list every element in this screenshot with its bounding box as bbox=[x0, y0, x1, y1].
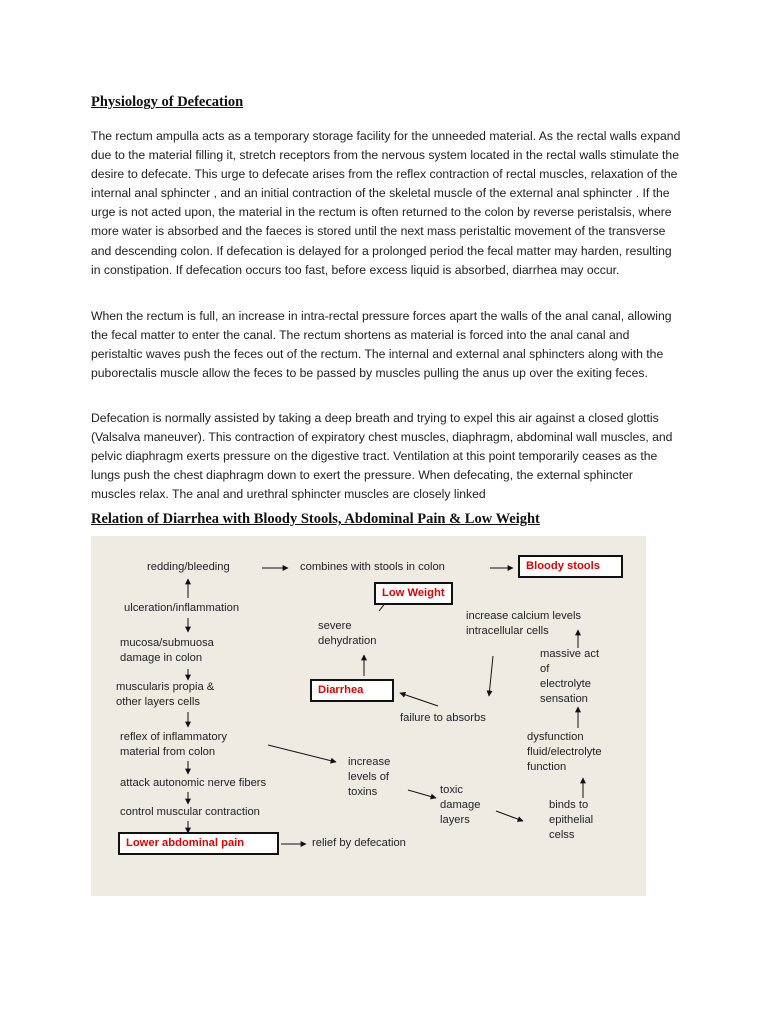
node-binds-epithelial-text: binds to epithelial celss bbox=[549, 799, 594, 841]
node-massive-act bbox=[540, 647, 599, 707]
node-increase-levels-toxins bbox=[348, 755, 390, 800]
node-reflex-inflammatory-text: reflex of inflammatory material from colon bbox=[120, 731, 227, 758]
node-massive-act-text: massive act of electrolyte sensation bbox=[540, 648, 600, 705]
node-toxic-damage bbox=[440, 783, 480, 828]
node-severe-dehydration-text: severe dehydration bbox=[318, 620, 377, 647]
node-mucosa-damage bbox=[120, 636, 214, 666]
node-severe-dehydration bbox=[318, 619, 376, 649]
node-binds-epithelial bbox=[549, 798, 593, 843]
node-muscularis-propia-text: muscularis propia & other layers cells bbox=[116, 681, 215, 708]
node-attack-autonomic: attack autonomic nerve fibers bbox=[120, 777, 267, 789]
paragraph-3: Defecation is normally assisted by taking a deep breath and trying to expel this air against a closed glottis (Valsalva maneuver). This contraction of expiratory chest muscles, diaphragm, abdominal wall muscles, and pelvic diaphragm exerts pressure on the digestive tract. Ventilation at this point temporarily ceases as the lungs push the chest diaphragm down to exert the pressure. When defecating, the external sphincter muscles relax. The anal and urethral sphincter muscles are closely linked bbox=[91, 411, 673, 502]
node-reflex-inflammatory bbox=[120, 730, 227, 760]
box-low-weight: Low Weight bbox=[374, 582, 453, 605]
node-relief-by-defecation: relief by defecation bbox=[312, 837, 406, 849]
arrow-failure-to-diarrhea bbox=[400, 693, 438, 706]
section-title-relation: Relation of Diarrhea with Bloody Stools, Abdominal Pain & Low Weight bbox=[91, 511, 540, 527]
node-combines-with-stools: combines with stools in colon bbox=[300, 561, 445, 573]
node-muscularis-propia bbox=[116, 680, 214, 710]
node-increase-calcium bbox=[466, 609, 581, 639]
box-lower-abdominal-pain: Lower abdominal pain bbox=[118, 832, 279, 855]
node-increase-levels-toxins-text: increase levels of toxins bbox=[348, 756, 391, 798]
paragraph-2: When the rectum is full, an increase in intra-rectal pressure forces apart the walls of the anal canal, allowing the fecal matter to enter the canal. The rectum shortens as material is forced into the anal canal and peristaltic waves push the feces out of the rectum. The internal and external anal sphincters along with the puborectalis muscle allow the feces to be passed by muscles pulling the anus up over the exiting feces. bbox=[91, 309, 672, 381]
section-title-physiology: Physiology of Defecation bbox=[91, 94, 244, 110]
node-redding-bleeding: redding/bleeding bbox=[147, 561, 230, 573]
node-control-muscular: control muscular contraction bbox=[120, 806, 260, 818]
node-dysfunction-text: dysfunction fluid/electrolyte function bbox=[527, 731, 602, 773]
flow-diagram bbox=[91, 536, 646, 896]
paragraph-1: The rectum ampulla acts as a temporary storage facility for the unneeded material. As the rectal walls expand due to the material filling it, stretch receptors from the nervous system located in the rectal walls stimulate the desire to defecate. This urge to defecate arises from the reflex contraction of rectal muscles, relaxation of the internal anal sphincter , and an initial contraction of the skeletal muscle of the external anal sphincter . If the urge is not acted upon, the material in the rectum is often returned to the colon by reverse peristalsis, where more water is absorbed and the faeces is stored until the next mass peristaltic movement of the transverse and descending colon. If defecation is delayed for a prolonged period the fecal matter may harden, resulting in constipation. If defecation occurs too fast, before excess liquid is absorbed, diarrhea may occur. bbox=[91, 129, 681, 277]
box-bloody-stools: Bloody stools bbox=[518, 555, 623, 578]
arrow-reflex-to-toxins bbox=[268, 745, 336, 762]
arrow-calcium-to-failure bbox=[489, 656, 493, 696]
arrow-toxic-to-binds bbox=[496, 811, 523, 821]
arrow-toxins-to-toxic bbox=[408, 790, 436, 798]
box-diarrhea: Diarrhea bbox=[310, 679, 394, 702]
node-failure-to-absorbs: failure to absorbs bbox=[400, 712, 486, 724]
node-toxic-damage-text: toxic damage layers bbox=[440, 784, 481, 826]
node-ulceration-inflammation: ulceration/inflammation bbox=[124, 602, 240, 614]
node-increase-calcium-text: increase calcium levels intracellular cells bbox=[466, 610, 582, 637]
node-mucosa-damage-text: mucosa/submuosa damage in colon bbox=[120, 637, 214, 664]
node-dysfunction bbox=[527, 730, 602, 775]
